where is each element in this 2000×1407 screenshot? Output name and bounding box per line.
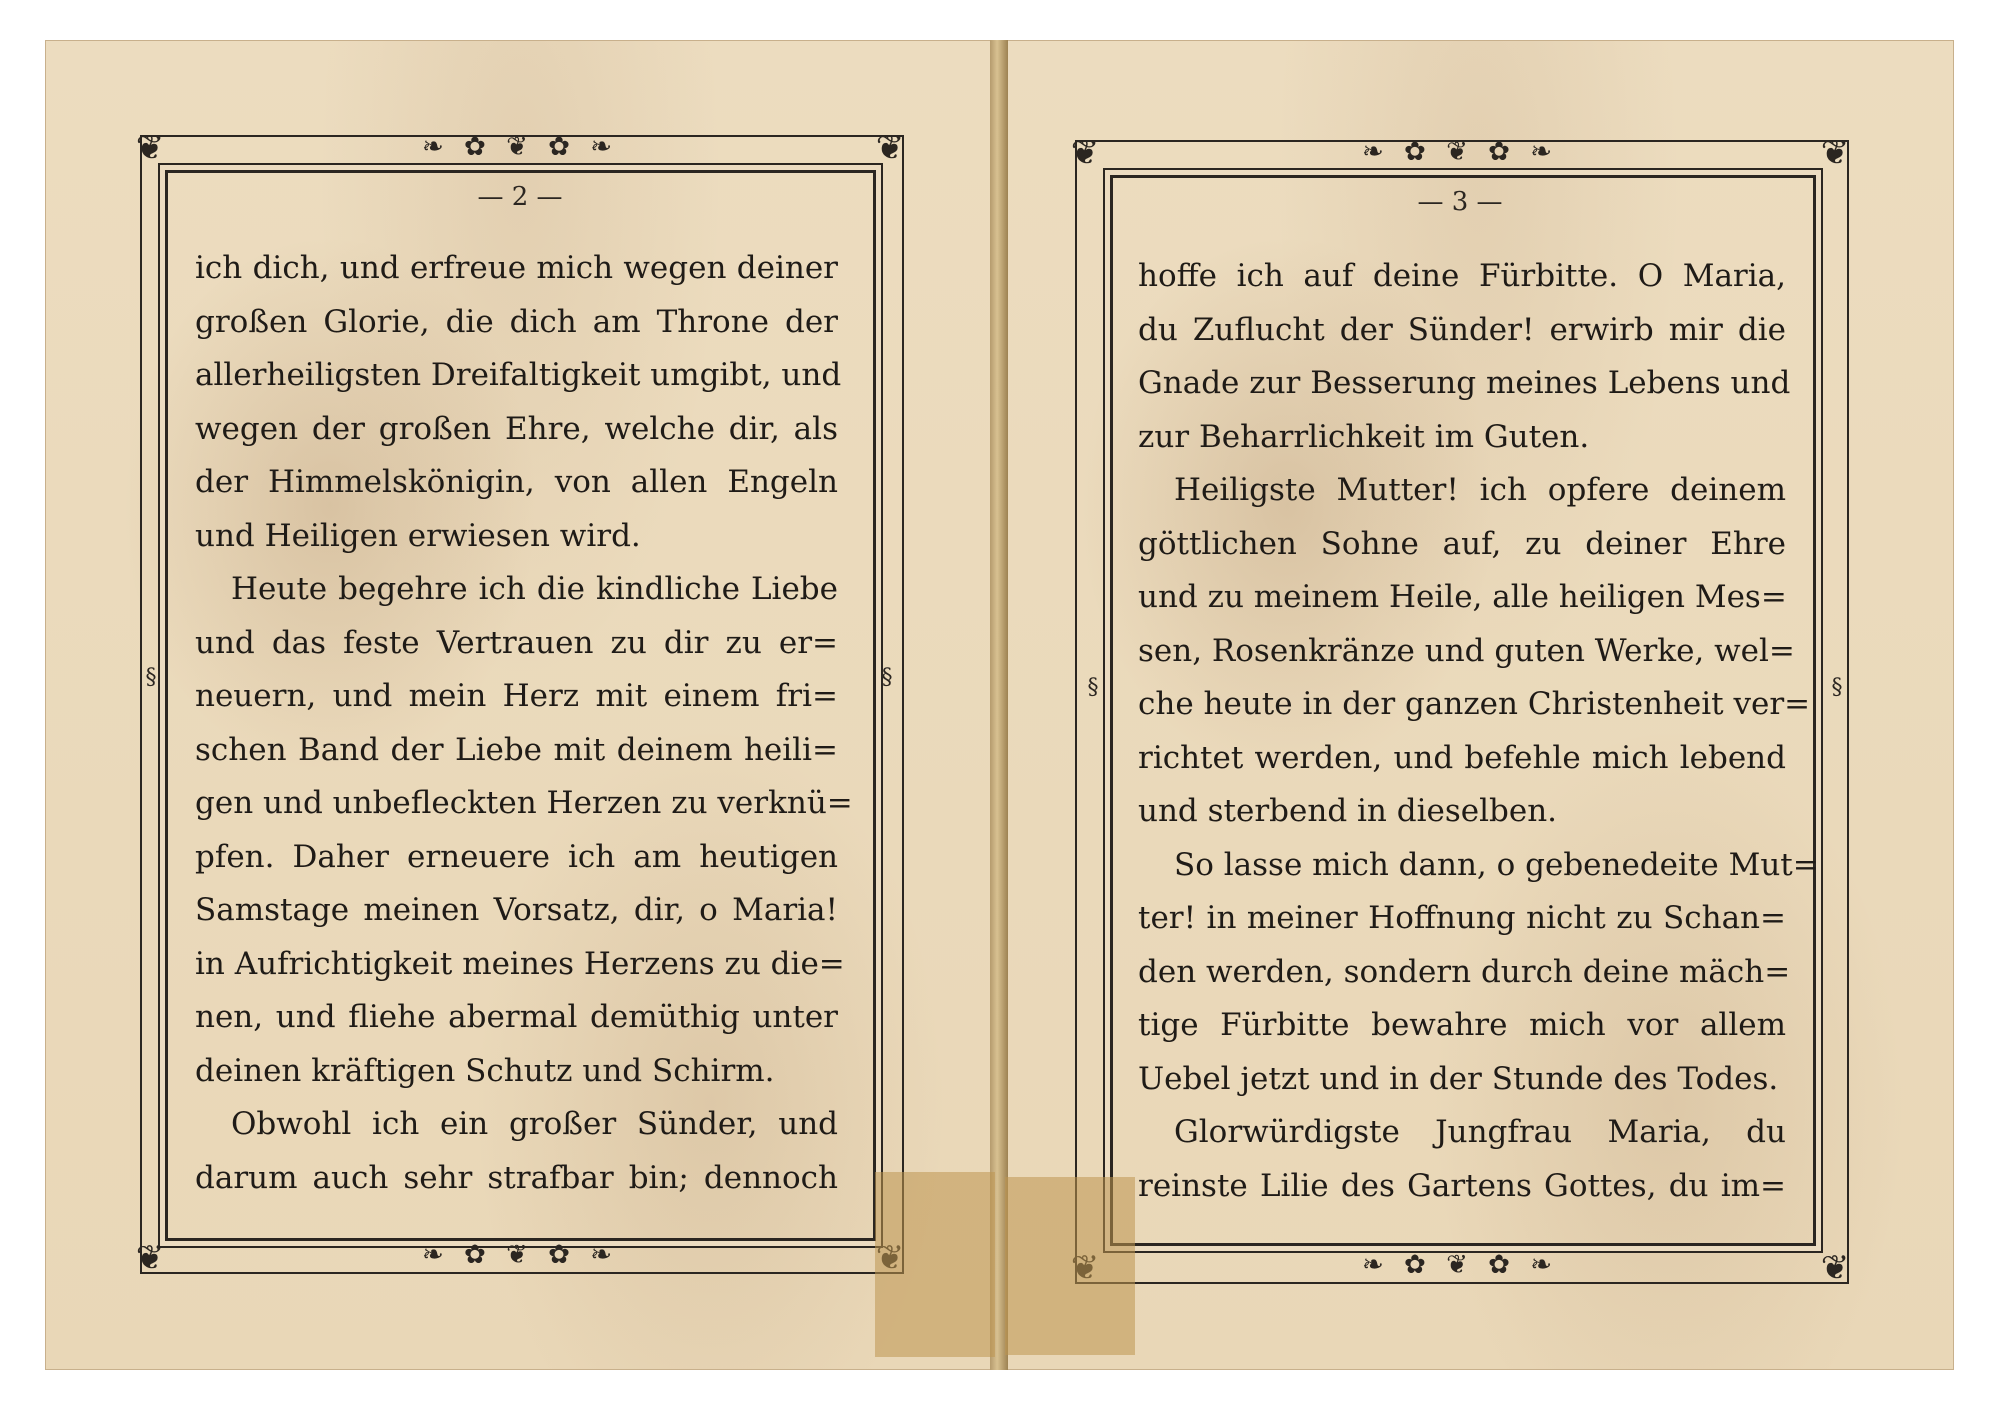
text-line: reinste Lilie des Gartens Gottes, du im= [1138, 1167, 1786, 1204]
text-line: Gnade zur Besserung meines Lebens und [1138, 365, 1791, 401]
text-line: richtet werden, und befehle mich lebend [1138, 739, 1786, 776]
text-line: schen Band der Liebe mit deinem heili= [195, 731, 838, 768]
text-line: wegen der großen Ehre, welche dir, als [195, 410, 838, 447]
left-corner-bl-ornament: ❦ [135, 1238, 165, 1278]
right-page-text [1138, 250, 1819, 1213]
text-line: Glorwürdigste Jungfrau Maria, du [1174, 1114, 1786, 1150]
text-line: nen, und fliehe abermal demüthig unter [195, 999, 838, 1035]
text-line: pfen. Daher erneuere ich am heutigen [195, 838, 838, 875]
text-line: tige Fürbitte bewahre mich vor allem [1138, 1007, 1786, 1043]
left-side-ornament-l: § [145, 665, 157, 690]
left-page-number: — 2 — [477, 182, 563, 212]
text-line: und sterbend in dieselben. [1138, 793, 1558, 829]
text-line: Samstage meinen Vorsatz, dir, o Maria! [195, 892, 838, 928]
text-line: che heute in der ganzen Christenheit ver= [1138, 686, 1811, 722]
text-line: in Aufrichtigkeit meines Herzens zu die= [195, 945, 845, 982]
text-line: du Zuflucht der Sünder! erwirb mir die [1138, 311, 1786, 348]
text-line: und das feste Vertrauen zu dir zu er= [195, 624, 838, 661]
text-line: großen Glorie, die dich am Throne der [195, 303, 838, 340]
left-bottom-ornament: ❧ ✿ ❦ ✿ ❧ [422, 1240, 618, 1270]
text-line: hoffe ich auf deine Fürbitte. O Maria, [1138, 258, 1786, 294]
text-line: allerheiligsten Dreifaltigkeit umgibt, und [195, 357, 842, 393]
text-line: und zu meinem Heile, alle heiligen Mes= [1138, 579, 1787, 615]
text-line: und Heiligen erwiesen wird. [195, 517, 641, 554]
text-line: sen, Rosenkränze und guten Werke, wel= [1138, 632, 1795, 669]
text-line: göttlichen Sohne auf, zu deiner Ehre [1138, 525, 1786, 562]
left-side-ornament-r: § [881, 665, 893, 690]
text-line: So lasse mich dann, o gebenedeite Mut= [1174, 846, 1819, 883]
right-side-ornament-r: § [1831, 675, 1843, 700]
text-line: deinen kräftigen Schutz und Schirm. [195, 1052, 775, 1089]
text-line: gen und unbefleckten Herzen zu verknü= [195, 785, 853, 821]
right-side-ornament-l: § [1087, 675, 1099, 700]
text-line: Uebel jetzt und in der Stunde des Todes. [1138, 1060, 1779, 1097]
text-line: darum auch sehr strafbar bin; dennoch [195, 1159, 838, 1196]
text-line: den werden, sondern durch deine mäch= [1138, 953, 1791, 990]
text-line: Obwohl ich ein großer Sünder, und [231, 1106, 838, 1142]
text-line: neuern, und mein Herz mit einem fri= [195, 678, 838, 714]
right-top-ornament: ❧ ✿ ❦ ✿ ❧ [1362, 137, 1558, 167]
tape-strip-right [1005, 1177, 1135, 1355]
right-corner-br-ornament: ❦ [1820, 1248, 1850, 1288]
right-page-number: — 3 — [1417, 187, 1503, 217]
text-line: zur Beharrlichkeit im Guten. [1138, 418, 1590, 455]
left-corner-tr-ornament: ❦ [875, 128, 905, 168]
right-corner-tr-ornament: ❦ [1820, 133, 1850, 173]
left-corner-tl-ornament: ❦ [135, 128, 165, 168]
book-spine [990, 40, 1008, 1370]
left-page-text [195, 242, 853, 1205]
right-corner-tl-ornament: ❦ [1070, 133, 1100, 173]
text-line: Heiligste Mutter! ich opfere deinem [1174, 472, 1786, 508]
text-line: der Himmelskönigin, von allen Engeln [195, 464, 838, 500]
text-line: ich dich, und erfreue mich wegen deiner [195, 250, 838, 286]
tape-strip-left [875, 1172, 995, 1357]
left-top-ornament: ❧ ✿ ❦ ✿ ❧ [422, 132, 618, 162]
right-bottom-ornament: ❧ ✿ ❦ ✿ ❧ [1362, 1250, 1558, 1280]
text-line: ter! in meiner Hoffnung nicht zu Schan= [1138, 900, 1786, 936]
text-line: Heute begehre ich die kindliche Liebe [231, 571, 838, 607]
